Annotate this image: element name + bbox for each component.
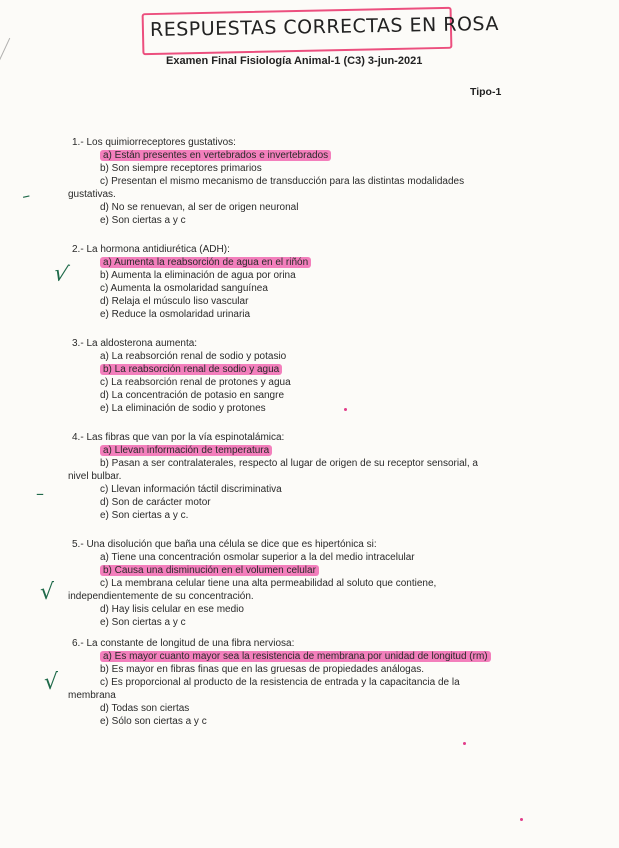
option-d: d) La concentración de potasio en sangre bbox=[100, 390, 285, 401]
option-c: c) Llevan información táctil discriminativa bbox=[100, 484, 282, 495]
option-d: d) Son de carácter motor bbox=[100, 497, 211, 508]
highlighted-answer: a) Es mayor cuanto mayor sea la resistencia de membrana por unidad de longitud (rm) bbox=[100, 651, 491, 662]
question-2 bbox=[72, 243, 512, 321]
option-c-continued: gustativas. bbox=[68, 189, 116, 200]
option-b: b) Son siempre receptores primarios bbox=[100, 163, 262, 174]
dash-mark-icon: – bbox=[36, 484, 44, 503]
option-c: c) La membrana celular tiene una alta permeabilidad al soluto que contiene, bbox=[100, 578, 437, 589]
option-a bbox=[72, 650, 512, 663]
highlighted-answer: a) Llevan información de temperatura bbox=[100, 445, 272, 456]
dash-mark-icon: – bbox=[20, 185, 32, 206]
question-stem: 1.- Los quimiorreceptores gustativos: bbox=[72, 137, 236, 148]
option-d: d) Hay lisis celular en ese medio bbox=[100, 604, 244, 615]
question-stem: 6.- La constante de longitud de una fibra nerviosa: bbox=[72, 638, 295, 649]
question-5 bbox=[68, 538, 512, 629]
highlighted-answer: a) Aumenta la reabsorción de agua en el riñón bbox=[100, 257, 311, 268]
option-b: b) Es mayor en fibras finas que en las gruesas de propiedades análogas. bbox=[100, 664, 425, 675]
option-e: e) La eliminación de sodio y protones bbox=[100, 403, 266, 414]
question-3 bbox=[72, 337, 512, 415]
question-stem: 4.- Las fibras que van por la vía espinotalámica: bbox=[72, 432, 285, 443]
option-b: b) Pasan a ser contralaterales, respecto al lugar de origen de su receptor sensorial, a bbox=[100, 458, 478, 469]
option-e: e) Son ciertas a y c bbox=[100, 617, 186, 628]
option-c: c) Es proporcional al producto de la resistencia de entrada y la capacitancia de la bbox=[100, 677, 460, 688]
option-c-continued: membrana bbox=[68, 690, 116, 701]
option-e: e) Son ciertas a y c. bbox=[100, 510, 189, 521]
ink-dot bbox=[520, 818, 523, 821]
exam-type: Tipo-1 bbox=[470, 86, 502, 98]
option-e: e) Reduce la osmolaridad urinaria bbox=[100, 309, 251, 320]
check-mark-icon: √ bbox=[40, 580, 55, 605]
edge-mark bbox=[0, 38, 27, 82]
option-d: d) Todas son ciertas bbox=[100, 703, 190, 714]
highlighted-answer: b) Causa una disminución en el volumen celular bbox=[100, 565, 319, 576]
question-6 bbox=[68, 637, 512, 728]
option-d: d) No se renuevan, al ser de origen neuronal bbox=[100, 202, 299, 213]
option-a bbox=[72, 444, 512, 457]
ink-dot bbox=[344, 408, 347, 411]
option-a bbox=[72, 149, 512, 162]
check-mark-icon: √ bbox=[44, 670, 59, 695]
option-e: e) Son ciertas a y c bbox=[100, 215, 186, 226]
option-c-continued: independientemente de su concentración. bbox=[68, 591, 254, 602]
ink-dot bbox=[463, 742, 466, 745]
option-a: a) La reabsorción renal de sodio y potasio bbox=[100, 351, 287, 362]
highlighted-answer: a) Están presentes en vertebrados e invertebrados bbox=[100, 150, 331, 161]
highlighted-answer: b) La reabsorción renal de sodio y agua bbox=[100, 364, 282, 375]
option-b: b) Aumenta la eliminación de agua por orina bbox=[100, 270, 296, 281]
answer-banner: RESPUESTAS CORRECTAS EN ROSA bbox=[149, 12, 500, 42]
option-b bbox=[72, 564, 512, 577]
check-mark-icon: √ bbox=[51, 260, 71, 289]
question-stem: 5.- Una disolución que baña una célula se dice que es hipertónica si: bbox=[72, 539, 377, 550]
option-c: c) Presentan el mismo mecanismo de transducción para las distintas modalidades bbox=[100, 176, 465, 187]
option-b bbox=[72, 363, 512, 376]
option-d: d) Relaja el músculo liso vascular bbox=[100, 296, 249, 307]
option-c: c) Aumenta la osmolaridad sanguínea bbox=[100, 283, 268, 294]
question-stem: 2.- La hormona antidiurética (ADH): bbox=[72, 244, 230, 255]
exam-title: Examen Final Fisiología Animal-1 (C3) 3-jun-2021 bbox=[166, 55, 423, 67]
option-e: e) Sólo son ciertas a y c bbox=[100, 716, 207, 727]
option-a bbox=[72, 256, 512, 269]
question-1 bbox=[68, 136, 512, 227]
question-4 bbox=[68, 431, 512, 522]
option-a: a) Tiene una concentración osmolar superior a la del medio intracelular bbox=[100, 552, 415, 563]
option-c: c) La reabsorción renal de protones y agua bbox=[100, 377, 291, 388]
question-stem: 3.- La aldosterona aumenta: bbox=[72, 338, 198, 349]
option-b-continued: nivel bulbar. bbox=[68, 471, 122, 482]
